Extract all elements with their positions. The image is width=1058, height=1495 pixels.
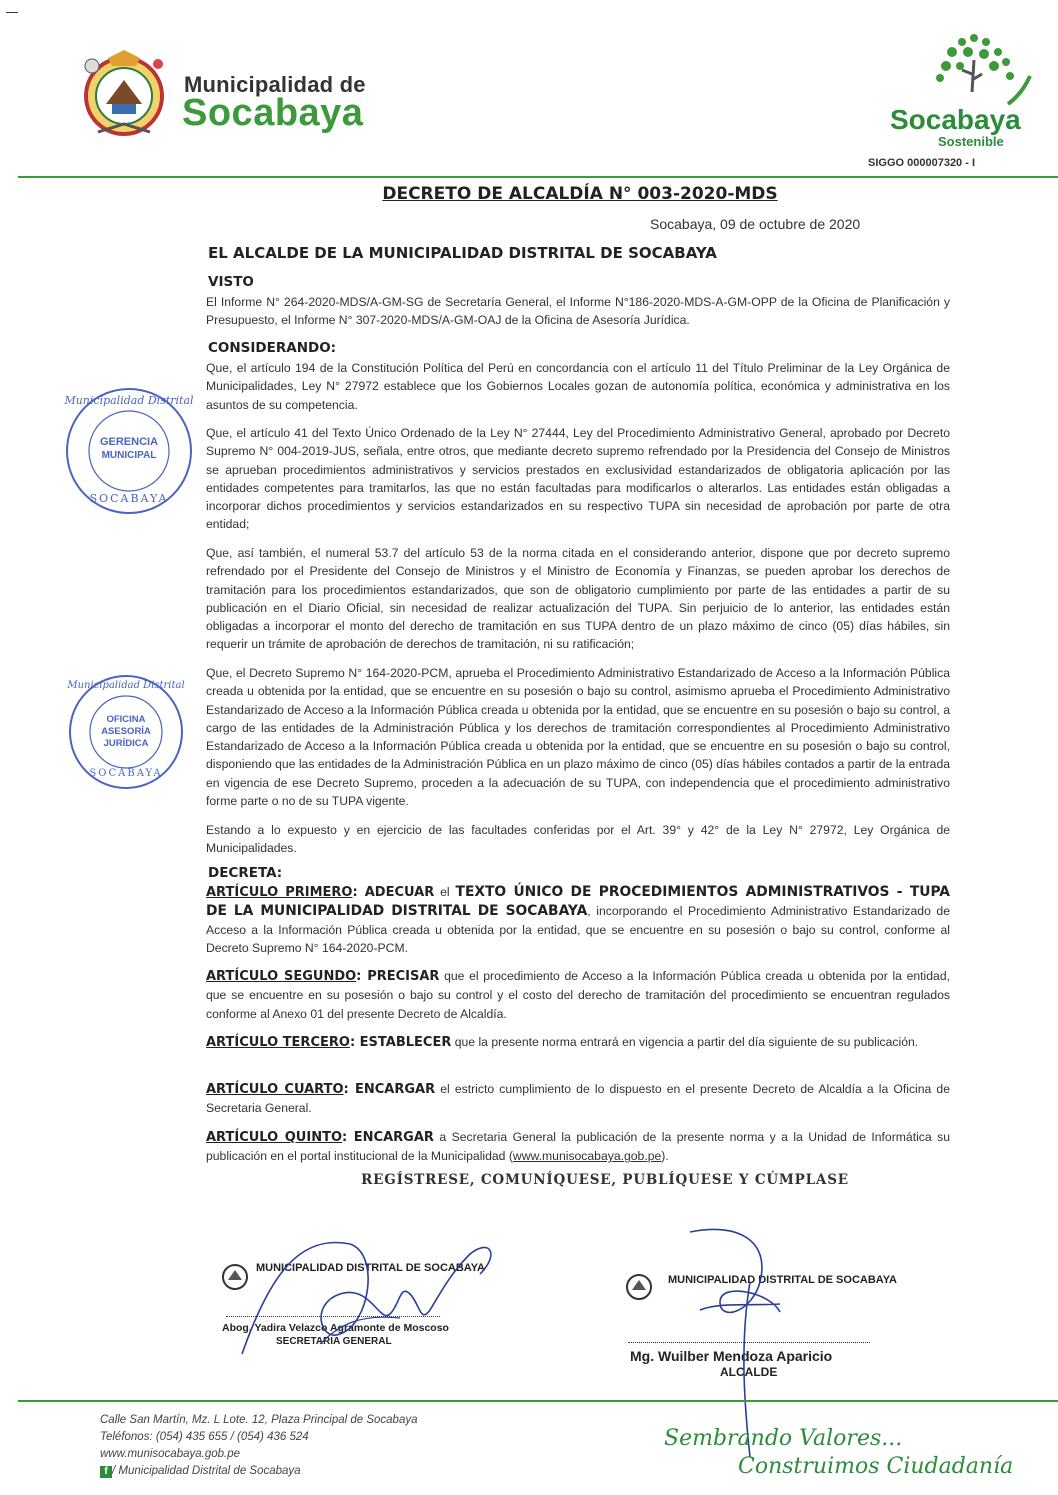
- asesoria-juridica-stamp: Municipalidad Distrital OFICINA ASESORÍA JURÍDICA SOCABAYA: [64, 670, 188, 794]
- articulo-cuarto-text: el estricto cumplimiento de lo dispuesto en el presente Decreto de Alcaldía a la Oficina de Secretaria General.: [206, 1082, 950, 1116]
- considerando-p5: Estando a lo expuesto y en ejercicio de las facultades conferidas por el Art. 39° y 42° de la Ley N° 27972, Ley Orgánica de Municipalidades.: [206, 823, 950, 856]
- considerando-p1: Que, el artículo 194 de la Constitución Política del Perú en concordancia con el artículo 11 del Título Preliminar de la Ley Orgánica de Municipalidades, Ley N° 27972 establece que los Gobiernos Locales gozan de autonomía política, económica y administrativa en los asuntos de su competencia.: [206, 361, 950, 412]
- considerando-p4: Que, el Decreto Supremo N° 164-2020-PCM, aprueba el Procedimiento Administrativo Estandarizado de Acceso a la Información Pública creada u obtenida por la entidad, que se encuentre en su posesión o bajo su control, asimismo aprueba el Procedimiento Administrativo Estandarizado de Acceso a la Información Pública creada u obtenida por la entidad, que se encuentre en su posesión o bajo su control, a cargo de las entidades de la Administración Pública y los derechos de tramitación correspondientes al Procedimiento Administrativo Estandarizado de Acceso a la Información Pública creada u obtenida por la entidad, que se encuentre en su posesión o bajo su control, disponiendo que las entidades de la Administración Pública en un plazo máximo de cinco (05) días hábiles contados a partir de la entrada en vigencia de ese Decreto Supremo, proceden a la adecuación de su TUPA, con independencia que el procedimiento administrativo forme parte o no de su TUPA vigente.: [206, 666, 950, 809]
- articulo-tercero: ARTÍCULO TERCERO: ESTABLECER que la presente norma entrará en vigencia a partir del día siguiente de su publicación.: [206, 1035, 919, 1050]
- signature-right-crest-icon: [624, 1272, 654, 1302]
- decreta-heading: DECRETA:: [208, 865, 283, 881]
- articulo-segundo: ARTÍCULO SEGUNDO: PRECISAR que el procedimiento de Acceso a la Información Pública creada u obtenida por la entidad, que se encuentre en su posesión o bajo su control y el costo del derecho de tramitación del procedimiento se encuentran regulados conforme al Anexo 01 del presente Decreto de Alcaldía.: [206, 969, 950, 1021]
- considerando-p3: Que, así también, el numeral 53.7 del artículo 53 de la norma citada en el considerando anterior, dispone que por decreto supremo refrendado por el Presidente del Consejo de Ministros y el Ministro de Economía y Finanzas, se pueden aprobar los derechos de tramitación para los procedimientos estandarizados, que son de obligatorio cumplimiento por parte de las entidades a partir de su publicación en el Diario Oficial, sin necesidad de realizar actualización del TUPA. Sin perjuicio de lo anterior, las entidades están obligadas a incorporar el monto del derecho de tramitación en sus TUPA dentro de un plazo máximo de cinco (05) días hábiles, sin requerir un trámite de aprobación de derechos de tramitación, ni su ratificación;: [206, 546, 950, 652]
- gerencia-municipal-stamp: Municipalidad Distrital GERENCIA MUNICIPAL SOCABAYA: [62, 384, 196, 518]
- signature-left-role: SECRETARIA GENERAL: [276, 1336, 392, 1347]
- footer-address: Calle San Martín, Mz. L Lote. 12, Plaza Principal de Socabaya: [100, 1414, 418, 1426]
- handwritten-signature-left: [230, 1214, 510, 1364]
- siggo-code: SIGGO 000007320 - I: [868, 157, 976, 169]
- articulo-quinto-end: ).: [661, 1149, 669, 1164]
- decree-title: DECRETO DE ALCALDÍA N° 003-2020-MDS: [382, 184, 778, 204]
- slogan-line-1: Sembrando Valores...: [664, 1426, 903, 1451]
- articulo-cuarto-verb: ENCARGAR: [355, 1082, 436, 1097]
- slogan-line-2: Construimos Ciudadanía: [738, 1454, 1014, 1479]
- considerando-p2: Que, el artículo 41 del Texto Único Ordenado de la Ley N° 27444, Ley del Procedimiento Administrativo General, aprobado por Decreto Supremo N° 004-2019-JUS, señala, entre otros, que mediante decreto supremo refrendado por la Presidencia del Consejo de Ministros se aprueban procedimientos administrativos y servicios prestados en exclusividad estandarizados de obligatoria aplicación por las entidades competentes para tramitarlos, las que no están facultadas para modificarlos o alterarlos. Las entidades están obligadas a incorporar dichos procedimientos y servicios estandarizados en su respectivo TUPA sin necesidad de aprobación por parte de otra entidad;: [206, 426, 950, 532]
- footer-website[interactable]: www.munisocabaya.gob.pe: [100, 1448, 240, 1460]
- footer-divider: [18, 1400, 1058, 1402]
- articulo-cuarto-title: ARTÍCULO CUARTO: [206, 1082, 344, 1097]
- header-muni-name: Socabaya: [182, 92, 364, 134]
- closing-formula: REGÍSTRESE, COMUNÍQUESE, PUBLÍQUESE Y CÚMPLASE: [361, 1172, 849, 1188]
- articulo-quinto: ARTÍCULO QUINTO: ENCARGAR a Secretaria General la publicación de la presente norma y a la Unidad de Informática su publicación en el portal institucional de la Municipalidad (www.munisocabaya.gob.pe).: [206, 1130, 950, 1164]
- articulo-primero-el: el: [440, 885, 450, 899]
- corner-mark: [6, 12, 18, 13]
- articulo-segundo-text: que el procedimiento de Acceso a la Información Pública creada u obtenida por la entidad, que se encuentre en su posesión o bajo su control y el costo del derecho de tramitación del procedimiento se encuentran regulados conforme al Anexo 01 del presente Decreto de Alcaldía.: [206, 969, 950, 1021]
- articulo-primero-text: , incorporando el Procedimiento Administrativo Estandarizado de Acceso a la Información Pública creada u obtenida por la entidad, que se encuentre en su posesión o bajo su control, conforme al Decreto Supremo N° 164-2020-PCM.: [206, 904, 950, 955]
- footer-phones: Teléfonos: (054) 435 655 / (054) 436 524: [100, 1431, 309, 1443]
- articulo-quinto-verb: ENCARGAR: [353, 1130, 434, 1145]
- articulo-quinto-title: ARTÍCULO QUINTO: [206, 1130, 342, 1145]
- signature-right-role: ALCALDE: [720, 1365, 778, 1379]
- articulo-segundo-verb: PRECISAR: [367, 969, 440, 984]
- logo-right-subtitle: Sostenible: [938, 134, 1004, 149]
- visto-text: El Informe N° 264-2020-MDS/A-GM-SG de Secretaría General, el Informe N°186-2020-MDS-A-GM-OPP de la Oficina de Planificación y Presupuesto, el Informe N° 307-2020-MDS/A-GM-OAJ de la Oficina de Asesoría Jurídica.: [206, 295, 950, 328]
- articulo-primero-heavy: TEXTO ÚNICO DE PROCEDIMIENTOS ADMINISTRATIVOS - TUPA DE LA MUNICIPALIDAD DISTRITAL DE SOCABAYA: [206, 884, 950, 920]
- header-muni-label: Municipalidad de: [184, 72, 366, 97]
- articulo-primero-verb: ADECUAR: [364, 885, 435, 900]
- articulo-tercero-text: que la presente norma entrará en vigencia a partir del día siguiente de su publicación.: [454, 1035, 919, 1049]
- articulo-primero: ARTÍCULO PRIMERO: ADECUAR el TEXTO ÚNICO DE PROCEDIMIENTOS ADMINISTRATIVOS - TUPA DE LA MUNICIPALIDAD DISTRITAL DE SOCABAYA, incorporando el Procedimiento Administrativo Estandarizado de Acceso a la Información Pública creada u obtenida por la entidad, que se encuentre en su posesión o bajo su control, conforme al Decreto Supremo N° 164-2020-PCM.: [206, 884, 950, 955]
- footer-facebook-label: / Municipalidad Distrital de Socabaya: [112, 1465, 301, 1477]
- logo-right-name: Socabaya: [890, 104, 1021, 135]
- considerando-heading: CONSIDERANDO:: [208, 340, 337, 356]
- facebook-icon: f: [100, 1466, 112, 1478]
- articulo-tercero-title: ARTÍCULO TERCERO: [206, 1035, 350, 1050]
- articulo-tercero-verb: ESTABLECER: [359, 1035, 452, 1050]
- articulo-segundo-title: ARTÍCULO SEGUNDO: [206, 969, 357, 984]
- decree-date: Socabaya, 09 de octubre de 2020: [650, 216, 861, 232]
- articulo-cuarto: ARTÍCULO CUARTO: ENCARGAR el estricto cumplimiento de lo dispuesto en el presente Decreto de Alcaldía a la Oficina de Secretaria General.: [206, 1082, 950, 1116]
- signature-left-name: Abog. Yadira Velazco Agramonte de Moscoso: [222, 1322, 449, 1334]
- signature-right-name: Mg. Wuilber Mendoza Aparicio: [630, 1348, 833, 1364]
- articulo-primero-title: ARTÍCULO PRIMERO: [206, 885, 353, 900]
- header-divider: [18, 176, 1058, 178]
- municipal-website-link[interactable]: www.munisocabaya.gob.pe: [512, 1149, 662, 1164]
- signature-right-header: MUNICIPALIDAD DISTRITAL DE SOCABAYA: [668, 1274, 897, 1286]
- articulo-quinto-text: a Secretaria General la publicación de la presente norma y a la Unidad de Informática su publicación en el portal institucional de la Municipalidad (: [206, 1130, 950, 1164]
- visto-heading: VISTO: [208, 274, 254, 290]
- signature-left-header: MUNICIPALIDAD DISTRITAL DE SOCABAYA: [256, 1262, 485, 1274]
- alcalde-heading: EL ALCALDE DE LA MUNICIPALIDAD DISTRITAL DE SOCABAYA: [208, 244, 717, 262]
- footer-facebook[interactable]: [100, 1463, 301, 1480]
- municipal-crest-logo: [78, 46, 170, 142]
